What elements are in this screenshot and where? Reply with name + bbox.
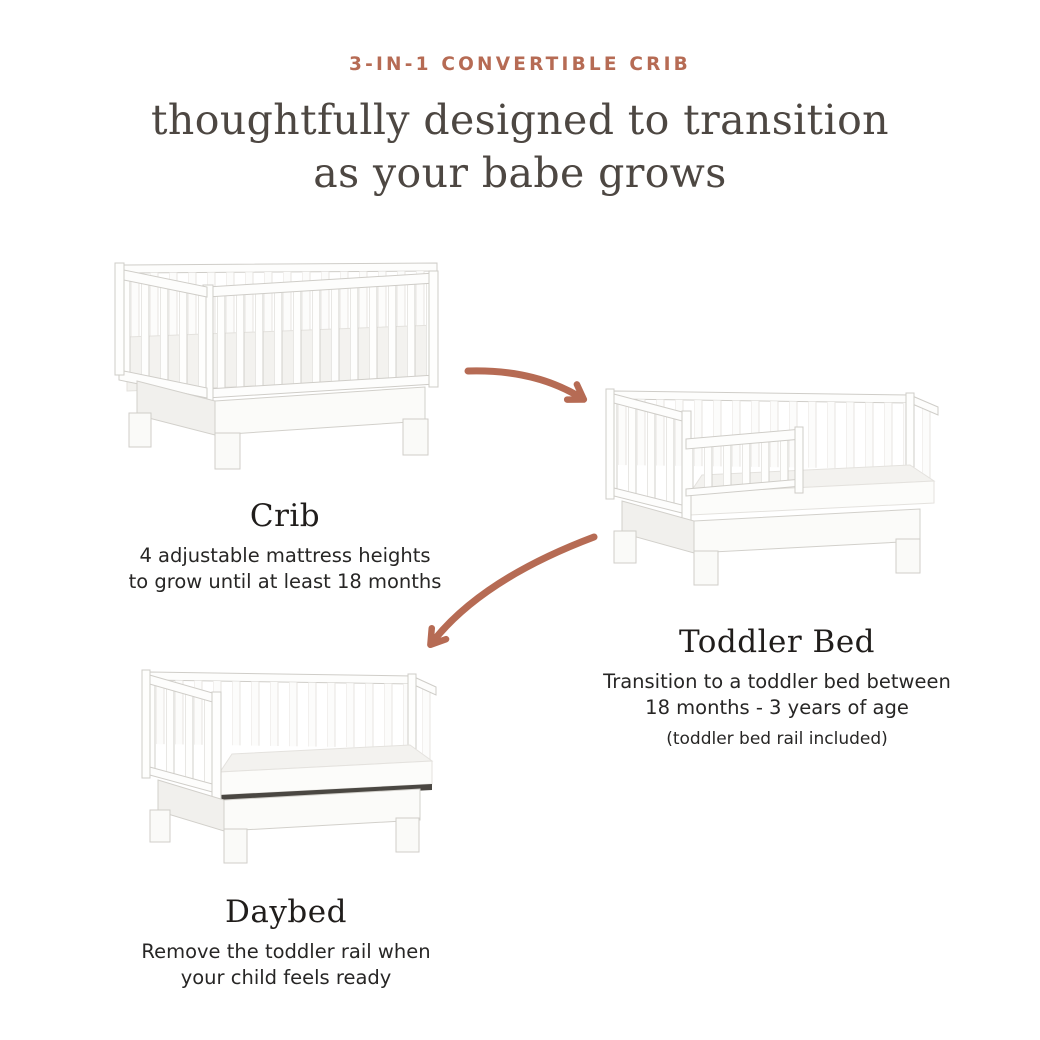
toddler-bed-image	[590, 381, 942, 607]
eyebrow-label: 3-IN-1 CONVERTIBLE CRIB	[349, 54, 691, 75]
toddler-desc-line-2: 18 months - 3 years of age	[645, 696, 909, 719]
daybed-desc-line-2: your child feels ready	[180, 966, 392, 989]
crib-front-panel	[203, 271, 438, 401]
stage-label-daybed: Daybed	[225, 894, 347, 930]
toddler-bed-note: (toddler bed rail included)	[666, 729, 888, 749]
daybed-desc-line-1: Remove the toddler rail when	[141, 940, 431, 963]
crib-base	[129, 381, 428, 469]
crib-caption	[85, 497, 485, 595]
page-title	[0, 94, 1040, 200]
crib-to-toddler-arrow-icon	[468, 371, 583, 399]
stage-label-crib: Crib	[249, 498, 321, 534]
daybed-caption	[86, 893, 486, 991]
crib-image	[103, 253, 448, 496]
stage-desc-crib	[85, 543, 485, 595]
toddler-desc-line-1: Transition to a toddler bed between	[603, 670, 951, 693]
crib-desc-line-2: to grow until at least 18 months	[128, 570, 442, 593]
crib-desc-line-1: 4 adjustable mattress heights	[139, 544, 431, 567]
stage-desc-toddler-bed	[577, 669, 977, 721]
title-line-2: as your babe grows	[313, 149, 727, 197]
title-line-1: thoughtfully designed to transition	[151, 96, 889, 144]
daybed-image	[128, 662, 440, 886]
stage-desc-daybed	[86, 939, 486, 991]
toddler-bed-caption	[577, 623, 977, 750]
toddler-base	[614, 501, 920, 585]
stage-label-toddler-bed: Toddler Bed	[678, 624, 876, 660]
toddler-guard-rail	[686, 427, 803, 496]
